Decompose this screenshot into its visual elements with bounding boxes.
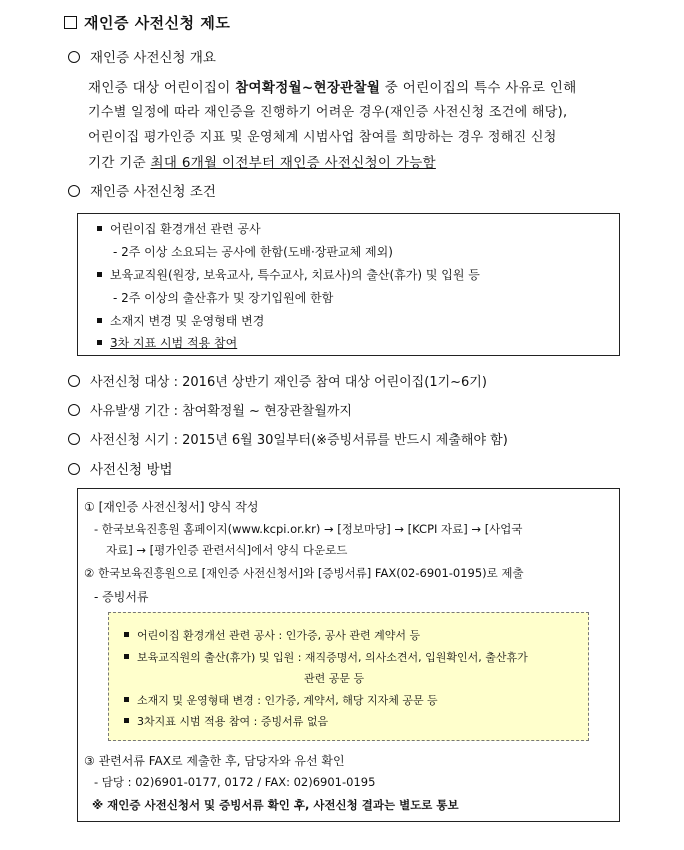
- bullet-icon: [124, 654, 129, 659]
- overview-line-3: 어린이집 평가인증 지표 및 운영체계 시범사업 참여를 희망하는 경우 정해진 신청: [88, 130, 557, 145]
- condition-subitem: - 2주 이상의 출산휴가 및 장기입원에 한함: [113, 291, 334, 305]
- condition-item: 소재지 변경 및 운영형태 변경: [97, 312, 264, 329]
- circle-bullet-icon: [68, 404, 80, 416]
- condition-item: 보육교직원(원장, 보육교사, 특수교사, 치료사)의 출산(휴가) 및 입원 등: [97, 266, 480, 283]
- circle-bullet-icon: [68, 51, 80, 63]
- bullet-icon: [124, 718, 129, 723]
- result-notice: ※ 재인증 사전신청서 및 증빙서류 확인 후, 사전신청 결과는 별도로 통보: [92, 798, 459, 812]
- condition-item: 어린이집 환경개선 관련 공사: [97, 220, 261, 237]
- circle-bullet-icon: [68, 375, 80, 387]
- period-line: 사유발생 기간 : 참여확정월 ~ 현장관찰월까지: [68, 400, 352, 419]
- method-heading: 사전신청 방법: [68, 458, 173, 478]
- circle-bullet-icon: [68, 433, 80, 445]
- overview-line-1: 재인증 대상 어린이집이 참여확정월~현장관찰월 중 어린이집의 특수 사유로 인해: [88, 80, 577, 96]
- bullet-icon: [97, 226, 102, 231]
- evidence-item: 어린이집 환경개선 관련 공사 : 인가증, 공사 관련 계약서 등: [124, 627, 420, 643]
- condition-subitem: - 2주 이상 소요되는 공사에 한함(도배·장판교체 제외): [113, 245, 393, 259]
- condition-item: 3차 지표 시범 적용 참여: [97, 334, 237, 351]
- method-step-1-detail: - 한국보육진흥원 홈페이지(www.kcpi.or.kr) → [정보마당] → [KCPI 자료] → [사업국: [94, 522, 523, 536]
- method-step-1-detail-cont: 자료] → [평가인증 관련서식]에서 양식 다운로드: [106, 543, 348, 557]
- conditions-heading: 재인증 사전신청 조건: [68, 180, 216, 200]
- square-bullet-icon: [64, 16, 77, 29]
- circle-bullet-icon: [68, 185, 80, 197]
- overview-line-4: 기간 기준 최대 6개월 이전부터 재인증 사전신청이 가능함: [88, 155, 436, 171]
- bullet-icon: [124, 697, 129, 702]
- method-step-3: ③ 관련서류 FAX로 제출한 후, 담당자와 유선 확인: [84, 754, 345, 768]
- bullet-icon: [97, 318, 102, 323]
- method-step-2: ② 한국보육진흥원으로 [재인증 사전신청서]와 [증빙서류] FAX(02-6901-0195)로 제출: [84, 566, 524, 580]
- circle-bullet-icon: [68, 463, 80, 475]
- overview-heading: 재인증 사전신청 개요: [68, 46, 216, 66]
- evidence-item-cont: 관련 공문 등: [304, 672, 365, 685]
- bullet-icon: [97, 272, 102, 277]
- overview-line-2: 기수별 일정에 따라 재인증을 진행하기 어려운 경우(재인증 사전신청 조건에 해당),: [88, 105, 568, 120]
- timing-line: 사전신청 시기 : 2015년 6월 30일부터(※증빙서류를 반드시 제출해야 함): [68, 429, 508, 448]
- evidence-item: 소재지 및 운영형태 변경 : 인가증, 계약서, 해당 지자체 공문 등: [124, 692, 438, 708]
- method-step-1: ① [재인증 사전신청서] 양식 작성: [84, 500, 259, 514]
- evidence-item: 3차지표 시범 적용 참여 : 증빙서류 없음: [124, 713, 328, 729]
- document-title: 재인증 사전신청 제도: [64, 12, 230, 33]
- method-step-2-detail: - 증빙서류: [94, 590, 149, 604]
- bullet-icon: [97, 340, 102, 345]
- contact-info: - 담당 : 02)6901-0177, 0172 / FAX: 02)6901-0195: [94, 775, 376, 789]
- target-line: 사전신청 대상 : 2016년 상반기 재인증 참여 대상 어린이집(1기~6기): [68, 371, 487, 390]
- evidence-item: 보육교직원의 출산(휴가) 및 입원 : 재직증명서, 의사소견서, 입원확인서, 출산휴가: [124, 649, 528, 665]
- bullet-icon: [124, 632, 129, 637]
